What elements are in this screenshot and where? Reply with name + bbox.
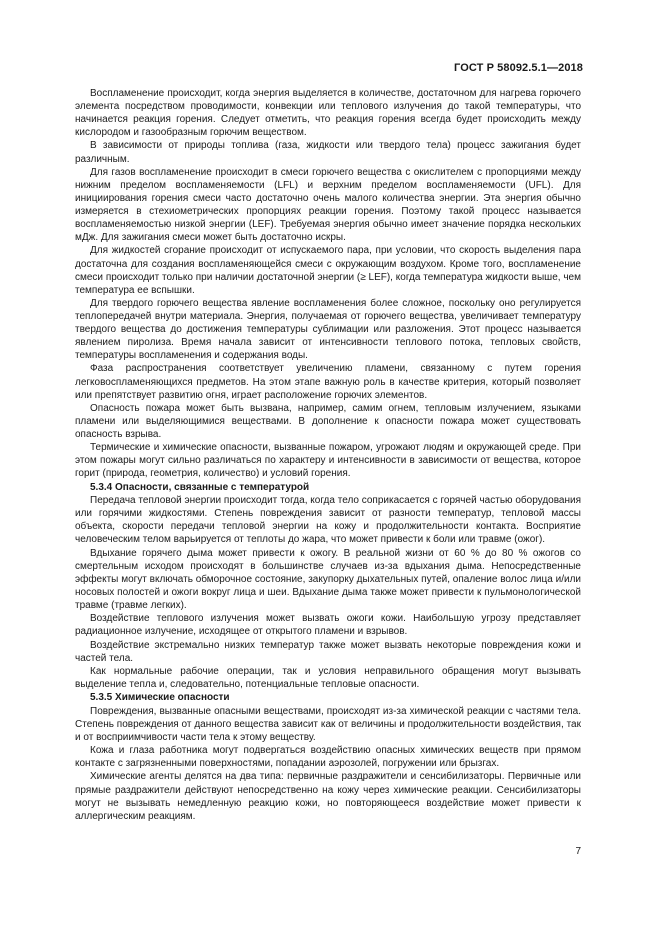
paragraph: Как нормальные рабочие операции, так и условия неправильного обращения могут вызывать выделение тепла и, следовательно, потенциальные тепловые опасности. bbox=[75, 665, 581, 690]
section-heading: 5.3.5 Химические опасности bbox=[90, 692, 230, 704]
document-body bbox=[75, 87, 581, 823]
paragraph: Воздействие экстремально низких температур также может вызвать некоторые повреждения кожи и частей тела. bbox=[75, 639, 581, 664]
paragraph: Повреждения, вызванные опасными веществами, происходят из-за химической реакции с частями тела. Степень повреждения от данного вещества зависит как от величины и продолжительности воздействия, так и от восприимчивости части тела к этому веществу. bbox=[75, 705, 581, 743]
paragraph: Фаза распространения соответствует увеличению пламени, связанному с путем горения легковоспламеняющихся предметов. На этом этапе важную роль в качестве критерия, который позволяет или препятствует развитию огня, играет расположение горючих элементов. bbox=[75, 363, 581, 401]
paragraph: Передача тепловой энергии происходит тогда, когда тело соприкасается с горячей частью оборудования или горячими жидкостями. Степень повреждения зависит от разности температур, тепловой массы объекта, скорости передачи тепловой энергии на кожу и продолжительности контакта. Восприятие человеческим телом варьируется от теплоты до жара, что может привести к боли или травме (ожог). bbox=[75, 495, 581, 546]
paragraph: Для твердого горючего вещества явление воспламенения более сложное, поскольку оно регулируется теплопередачей внутри материала. Энергия, получаемая от горючего вещества, увеличивает температуру твердого вещества до достижения температуры сублимации или разложения. Этот процесс называется явлением пиролиза. Время начала зависит от интенсивности теплового потока, тепловых свойств, температуры воспламенения и содержания воды. bbox=[75, 297, 581, 362]
paragraph: Для газов воспламенение происходит в смеси горючего вещества с окислителем с пропорциями между нижним пределом воспламеняемости (LFL) и верхним пределом воспламеняемости (UFL). Для инициирования горения смеси часто достаточно очень малого количества энергии. Эта энергия обычно измеряется в стехиометрических пропорциях реакции горения. Поэтому такой процесс называется воспламеняемостью низкой энергии (LEF). Требуемая энергия обычно имеет значение порядка нескольких мДж. Для зажигания смеси может быть достаточно искры. bbox=[75, 166, 581, 244]
paragraph: Воздействие теплового излучения может вызвать ожоги кожи. Наибольшую угрозу представляет радиационное излучение, исходящее от открытого пламени и взрывов. bbox=[75, 613, 581, 638]
paragraph: Химические агенты делятся на два типа: первичные раздражители и сенсибилизаторы. Первичные или прямые раздражители действуют непосредственно на кожу через химические реакции. Сенсибилизаторы могут не вызывать немедленную реакцию кожи, но повторяющееся воздействие может привести к аллергическим реакциям. bbox=[75, 771, 581, 822]
page-number: 7 bbox=[575, 846, 581, 857]
paragraph: Опасность пожара может быть вызвана, например, самим огнем, тепловым излучением, языками пламени или выделяющимися веществами. В дополнение к опасности пожара может существовать опасность взрыва. bbox=[75, 402, 581, 440]
paragraph: Кожа и глаза работника могут подвергаться воздействию опасных химических веществ при прямом контакте с загрязненными поверхностями, попадании аэрозолей, погружении или брызгах. bbox=[75, 745, 581, 770]
document-id: ГОСТ Р 58092.5.1—2018 bbox=[454, 62, 583, 74]
section-heading: 5.3.4 Опасности, связанные с температурой bbox=[90, 481, 310, 493]
paragraph: Для жидкостей сгорание происходит от испускаемого пара, при условии, что скорость выделения пара достаточна для создания воспламеняющейся смеси с окружающим воздухом. Кроме того, воспламенение смеси происходит только при наличии достаточной энергии (≥ LEF), когда температура жидкости выше, чем температура ее вспышки. bbox=[75, 245, 581, 296]
paragraph: Термические и химические опасности, вызванные пожаром, угрожают людям и окружающей среде. При этом пожары могут сильно различаться по характеру и интенсивности в зависимости от вещества, которое горит (природа, геометрия, количество) и условий горения. bbox=[75, 442, 581, 480]
paragraph: Вдыхание горячего дыма может привести к ожогу. В реальной жизни от 60 % до 80 % ожогов со смертельным исходом происходят в большинстве случаев из-за вдыхания дыма. Непосредственные эффекты могут включать обморочное состояние, закупорку дыхательных путей, опаление волос лица и/или носовых полостей и ожоги вокруг лица и шеи. Вдыхание дыма также может привести к пульмонологической травме (травме легких). bbox=[75, 547, 581, 611]
paragraph: В зависимости от природы топлива (газа, жидкости или твердого тела) процесс зажигания будет различным. bbox=[75, 140, 581, 165]
paragraph: Воспламенение происходит, когда энергия выделяется в количестве, достаточном для нагрева горючего элемента посредством проводимости, конвекции или теплового излучения до такой температуры, что начинается реакция горения. Следует отметить, что реакция горения всегда будет происходить между кислородом и газообразным горючим веществом. bbox=[75, 88, 581, 139]
